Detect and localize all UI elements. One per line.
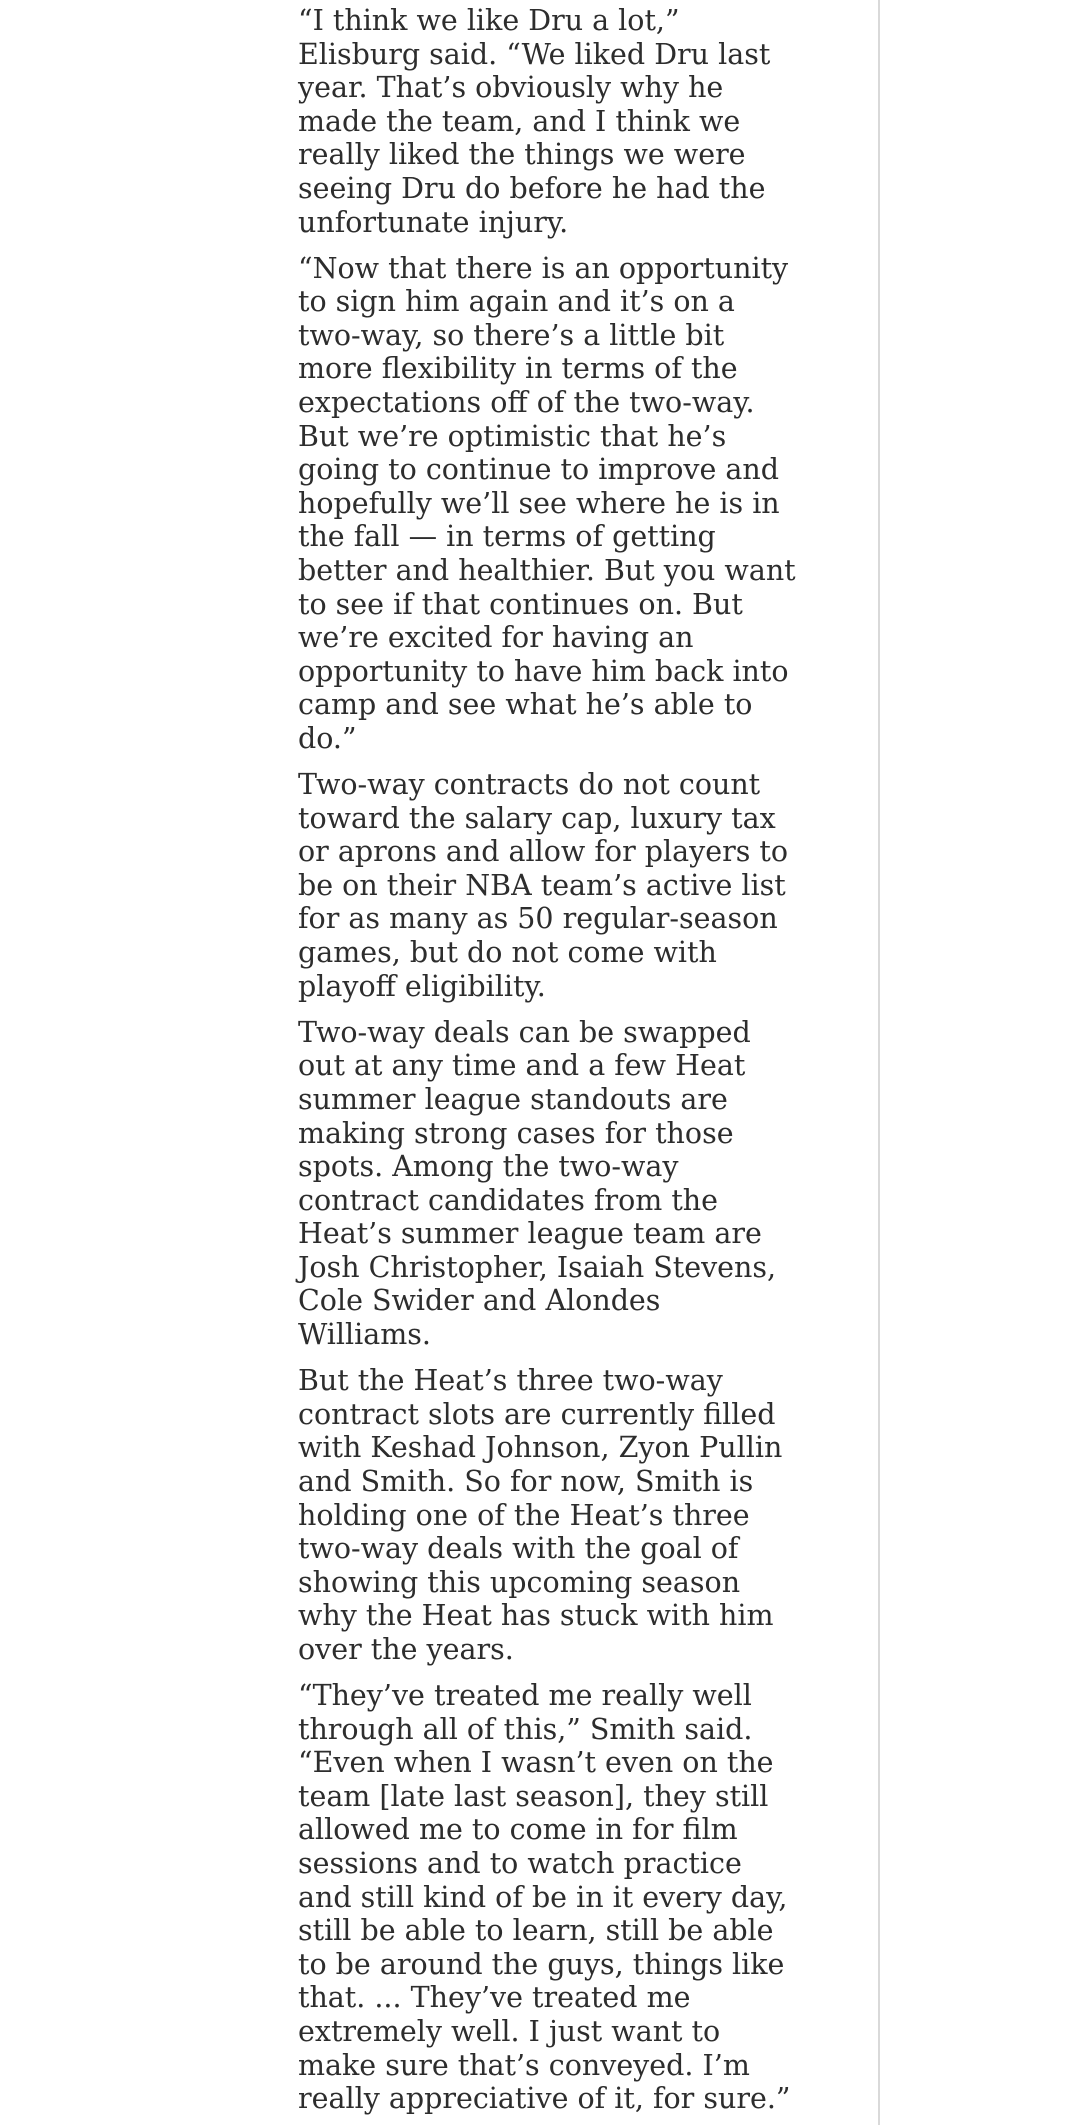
article-paragraph: “Now that there is an opportunity to sign him again and it’s on a two-way, so there’s a little bit more flexibility in terms of the expectations off of the two-way. But we’re optimistic that he’s going to continue to improve and hopefully we’ll see where he is in the fall — in terms of getting better and healthier. But you want to see if that continues on. But we’re excited for having an opportunity to have him back into camp and see what he’s able to do.” <box>298 251 796 755</box>
article-paragraph: But the Heat’s three two-way contract slots are currently filled with Keshad Johnson, Zyon Pullin and Smith. So for now, Smith is holding one of the Heat’s three two-way deals with the goal of showing this upcoming season why the Heat has stuck with him over the years. <box>298 1364 783 1666</box>
article-paragraph: Two-way contracts do not count toward the salary cap, luxury tax or aprons and allow for players to be on their NBA team’s active list for as many as 50 regular-season games, but do not come with playoff eligibility. <box>298 768 789 1003</box>
right-column-divider <box>878 0 880 2125</box>
article-paragraph: Two-way deals can be swapped out at any time and a few Heat summer league standouts are making strong cases for those spots. Among the two-way contract candidates from the Heat’s summer league team are Josh Christopher, Isaiah Stevens, Cole Swider and Alondes Williams. <box>298 1015 777 1352</box>
article-body <box>298 4 798 2128</box>
article-paragraph: “They’ve treated me really well through all of this,” Smith said. “Even when I wasn’t even on the team [late last season], they still allowed me to come in for film sessions and to watch practice and still kind of be in it every day, still be able to learn, still be able to be around the guys, things like that. ... They’ve treated me extremely well. I just want to make sure that’s conveyed. I’m really appreciative of it, for sure.” <box>298 1679 791 2116</box>
article-paragraph: “I think we like Dru a lot,” Elisburg said. “We liked Dru last year. That’s obviously why he made the team, and I think we really liked the things we were seeing Dru do before he had the unfortunate injury. <box>298 4 771 239</box>
